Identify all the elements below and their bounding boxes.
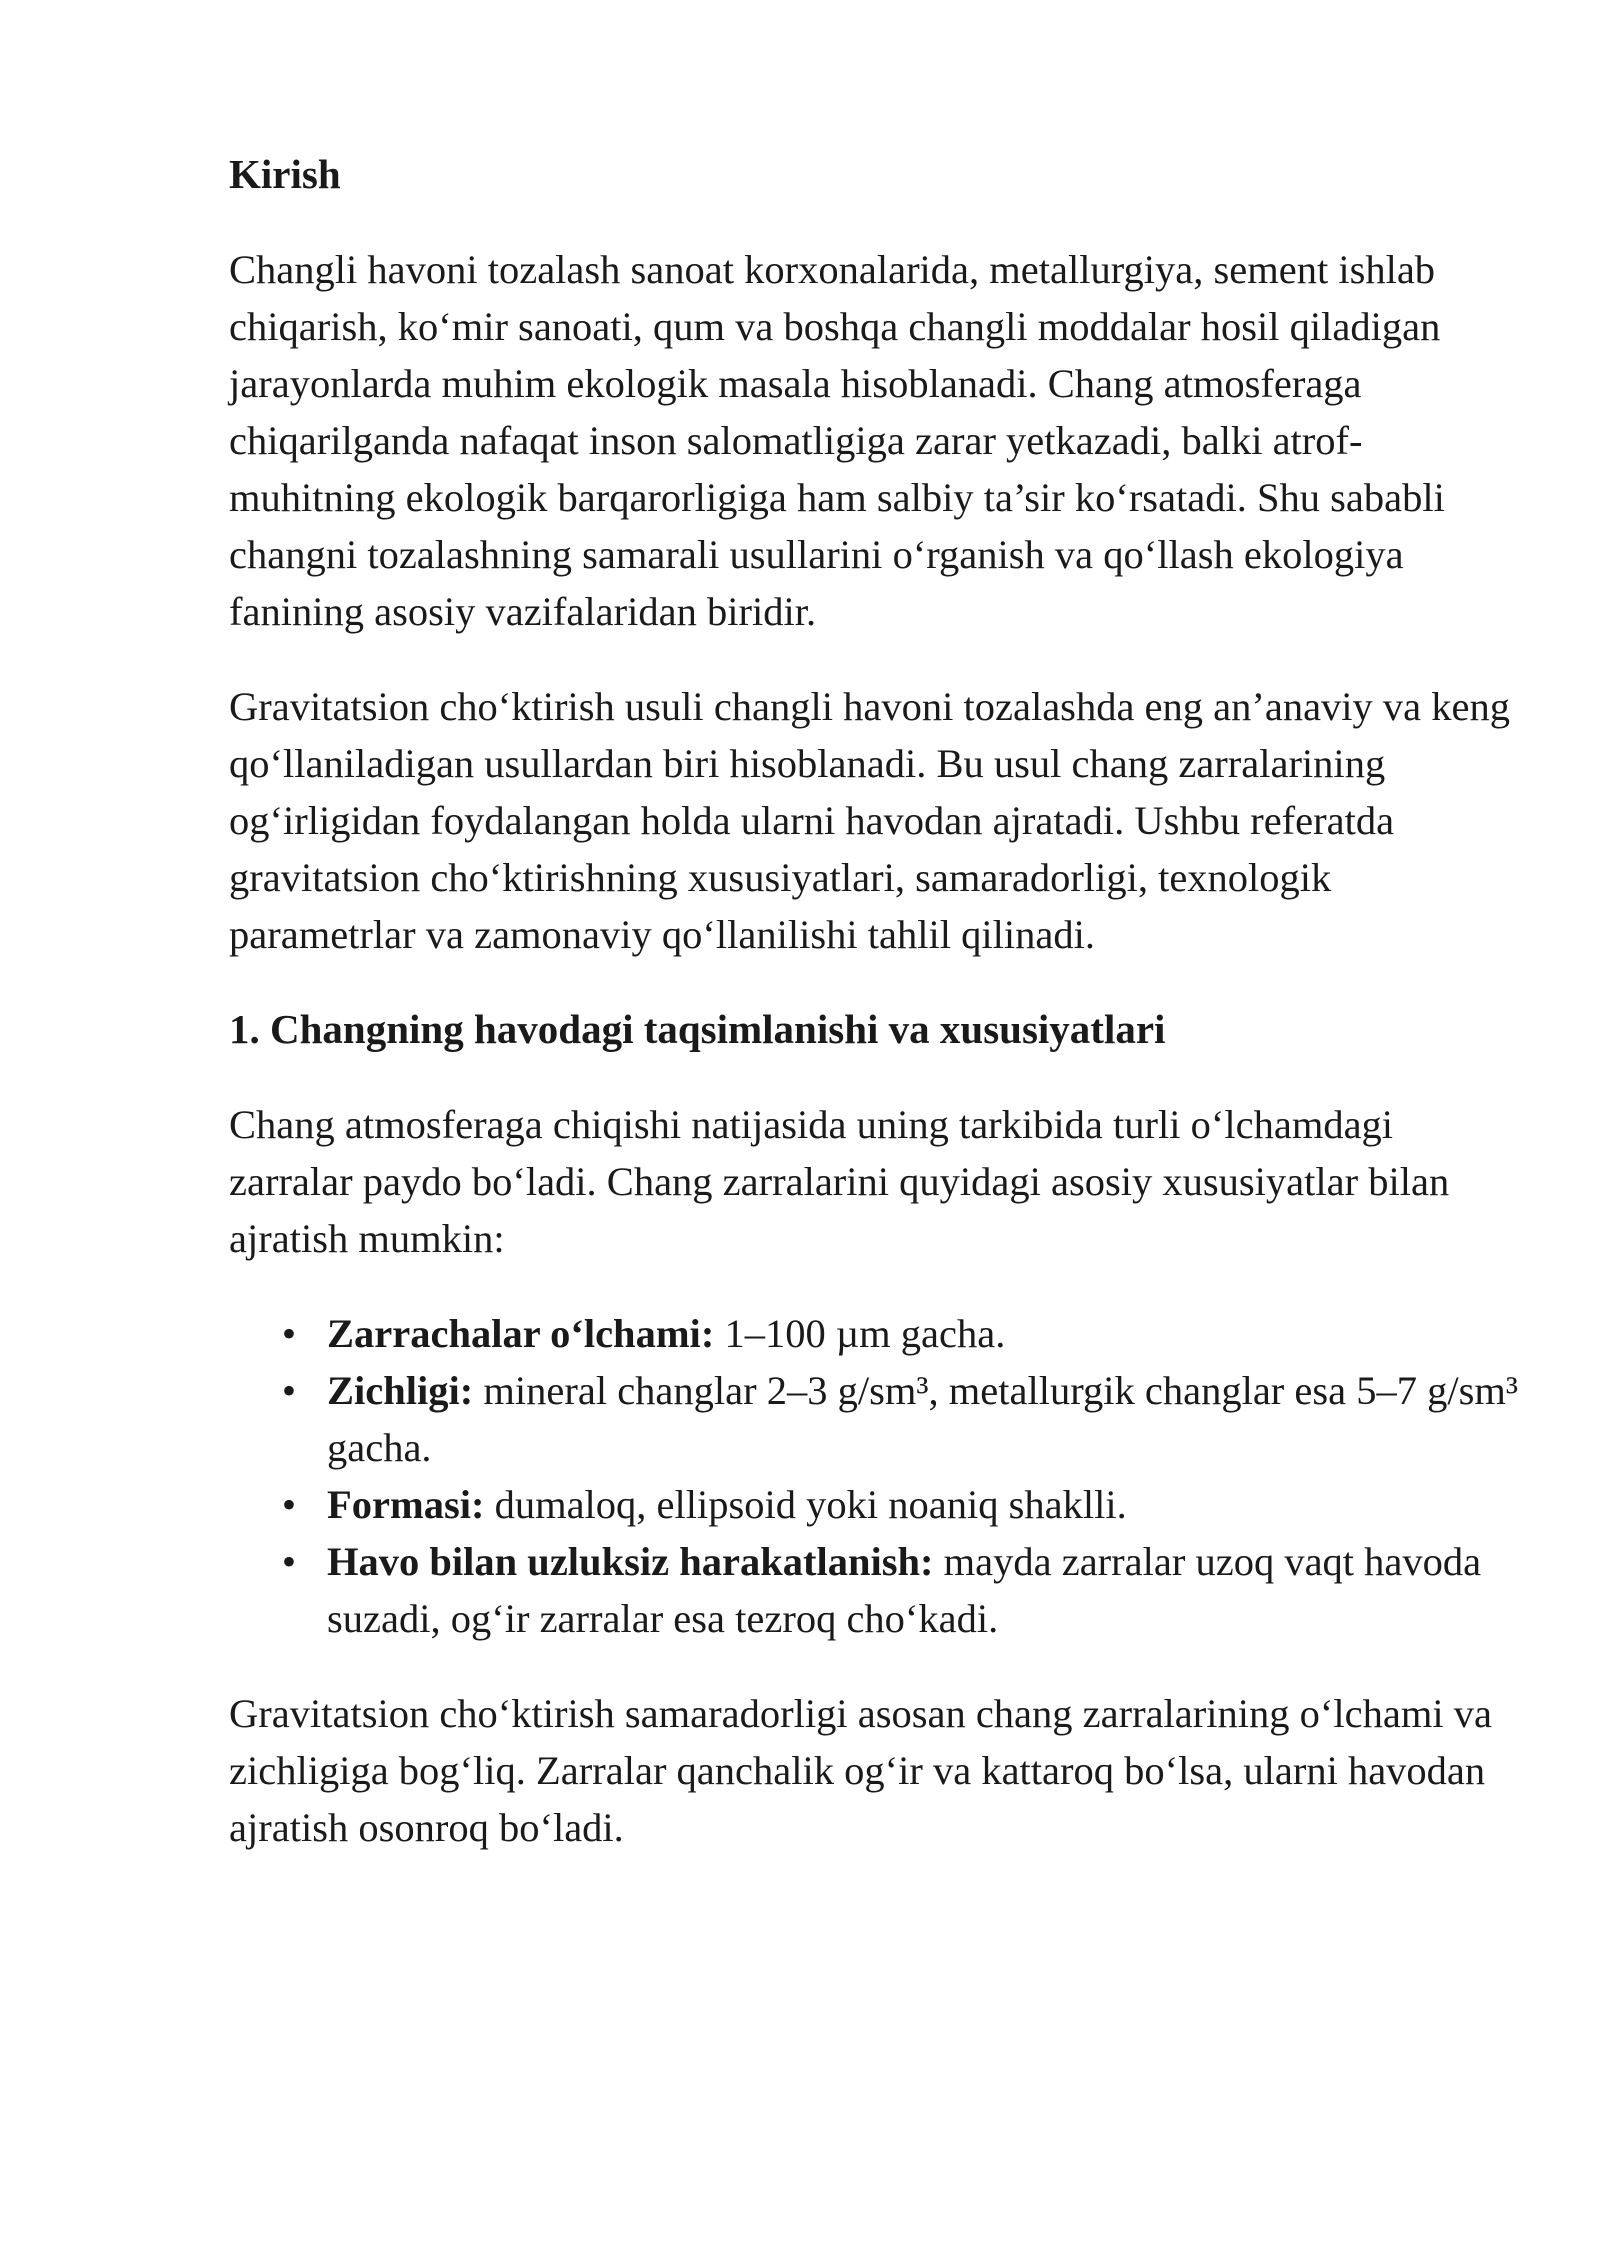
bullet-icon: • [281, 1482, 297, 1527]
section-1-intro-paragraph: Chang atmosferaga chiqishi natijasida uning tarkibida turli o‘lchamdagi zarralar paydo bo‘ladi. Chang zarralarini quyidagi asosiy xususiyatlar bilan ajratish mumkin: [229, 1102, 1450, 1261]
bullet-icon: • [281, 1539, 297, 1584]
section-1-heading: 1. Changning havodagi taqsimlanishi va xususiyatlari [229, 1006, 1166, 1052]
intro-paragraph-2: Gravitatsion cho‘ktirish usuli changli havoni tozalashda eng an’anaviy va keng qo‘llaniladigan usullardan biri hisoblanadi. Bu usul chang zarralarining og‘irligidan foydalangan holda ularni havodan ajratadi. Ushbu referatda gravitatsion cho‘ktirishning xususiyatlari, samaradorligi, texnologik parametrlar va zamonaviy qo‘llanilishi tahlil qilinadi. [229, 684, 1511, 957]
list-item-particle-size [229, 1305, 1519, 1362]
bullet-icon: • [281, 1311, 297, 1356]
list-item-text: mineral changlar 2–3 g/sm³, metallurgik changlar esa 5–7 g/sm³ gacha. [327, 1368, 1519, 1470]
list-item-term: Zarrachalar o‘lchami: [327, 1311, 715, 1356]
document-page [229, 146, 1519, 1856]
bullet-icon: • [281, 1368, 297, 1413]
list-item-text: dumaloq, ellipsoid yoki noaniq shaklli. [484, 1482, 1127, 1527]
intro-heading: Kirish [229, 151, 341, 197]
intro-paragraph-1: Changli havoni tozalash sanoat korxonalarida, metallurgiya, sement ishlab chiqarish, ko‘mir sanoati, qum va boshqa changli moddalar hosil qiladigan jarayonlarda muhim ekologik masala hisoblanadi. Chang atmosferaga chiqarilganda nafaqat inson salomatligiga zarar yetkazadi, balki atrof-muhitning ekologik barqarorligiga ham salbiy ta’sir ko‘rsatadi. Shu sababli changni tozalashning samarali usullarini o‘rganish va qo‘llash ekologiya fanining asosiy vazifalaridan biridir. [229, 247, 1445, 634]
list-item-term: Havo bilan uzluksiz harakatlanish: [327, 1539, 934, 1584]
properties-list [229, 1305, 1519, 1647]
list-item-air-movement [229, 1533, 1519, 1647]
list-item-text: mayda zarralar uzoq vaqt havoda suzadi, og‘ir zarralar esa tezroq cho‘kadi. [327, 1539, 1482, 1641]
list-item-text: 1–100 µm gacha. [714, 1311, 1006, 1356]
list-item-density [229, 1362, 1519, 1476]
list-item-term: Formasi: [327, 1482, 485, 1527]
section-1-closing-paragraph: Gravitatsion cho‘ktirish samaradorligi asosan chang zarralarining o‘lchami va zichligiga bog‘liq. Zarralar qanchalik og‘ir va kattaroq bo‘lsa, ularni havodan ajratish osonroq bo‘ladi. [229, 1691, 1492, 1850]
list-item-shape [229, 1476, 1519, 1533]
list-item-term: Zichligi: [327, 1368, 474, 1413]
